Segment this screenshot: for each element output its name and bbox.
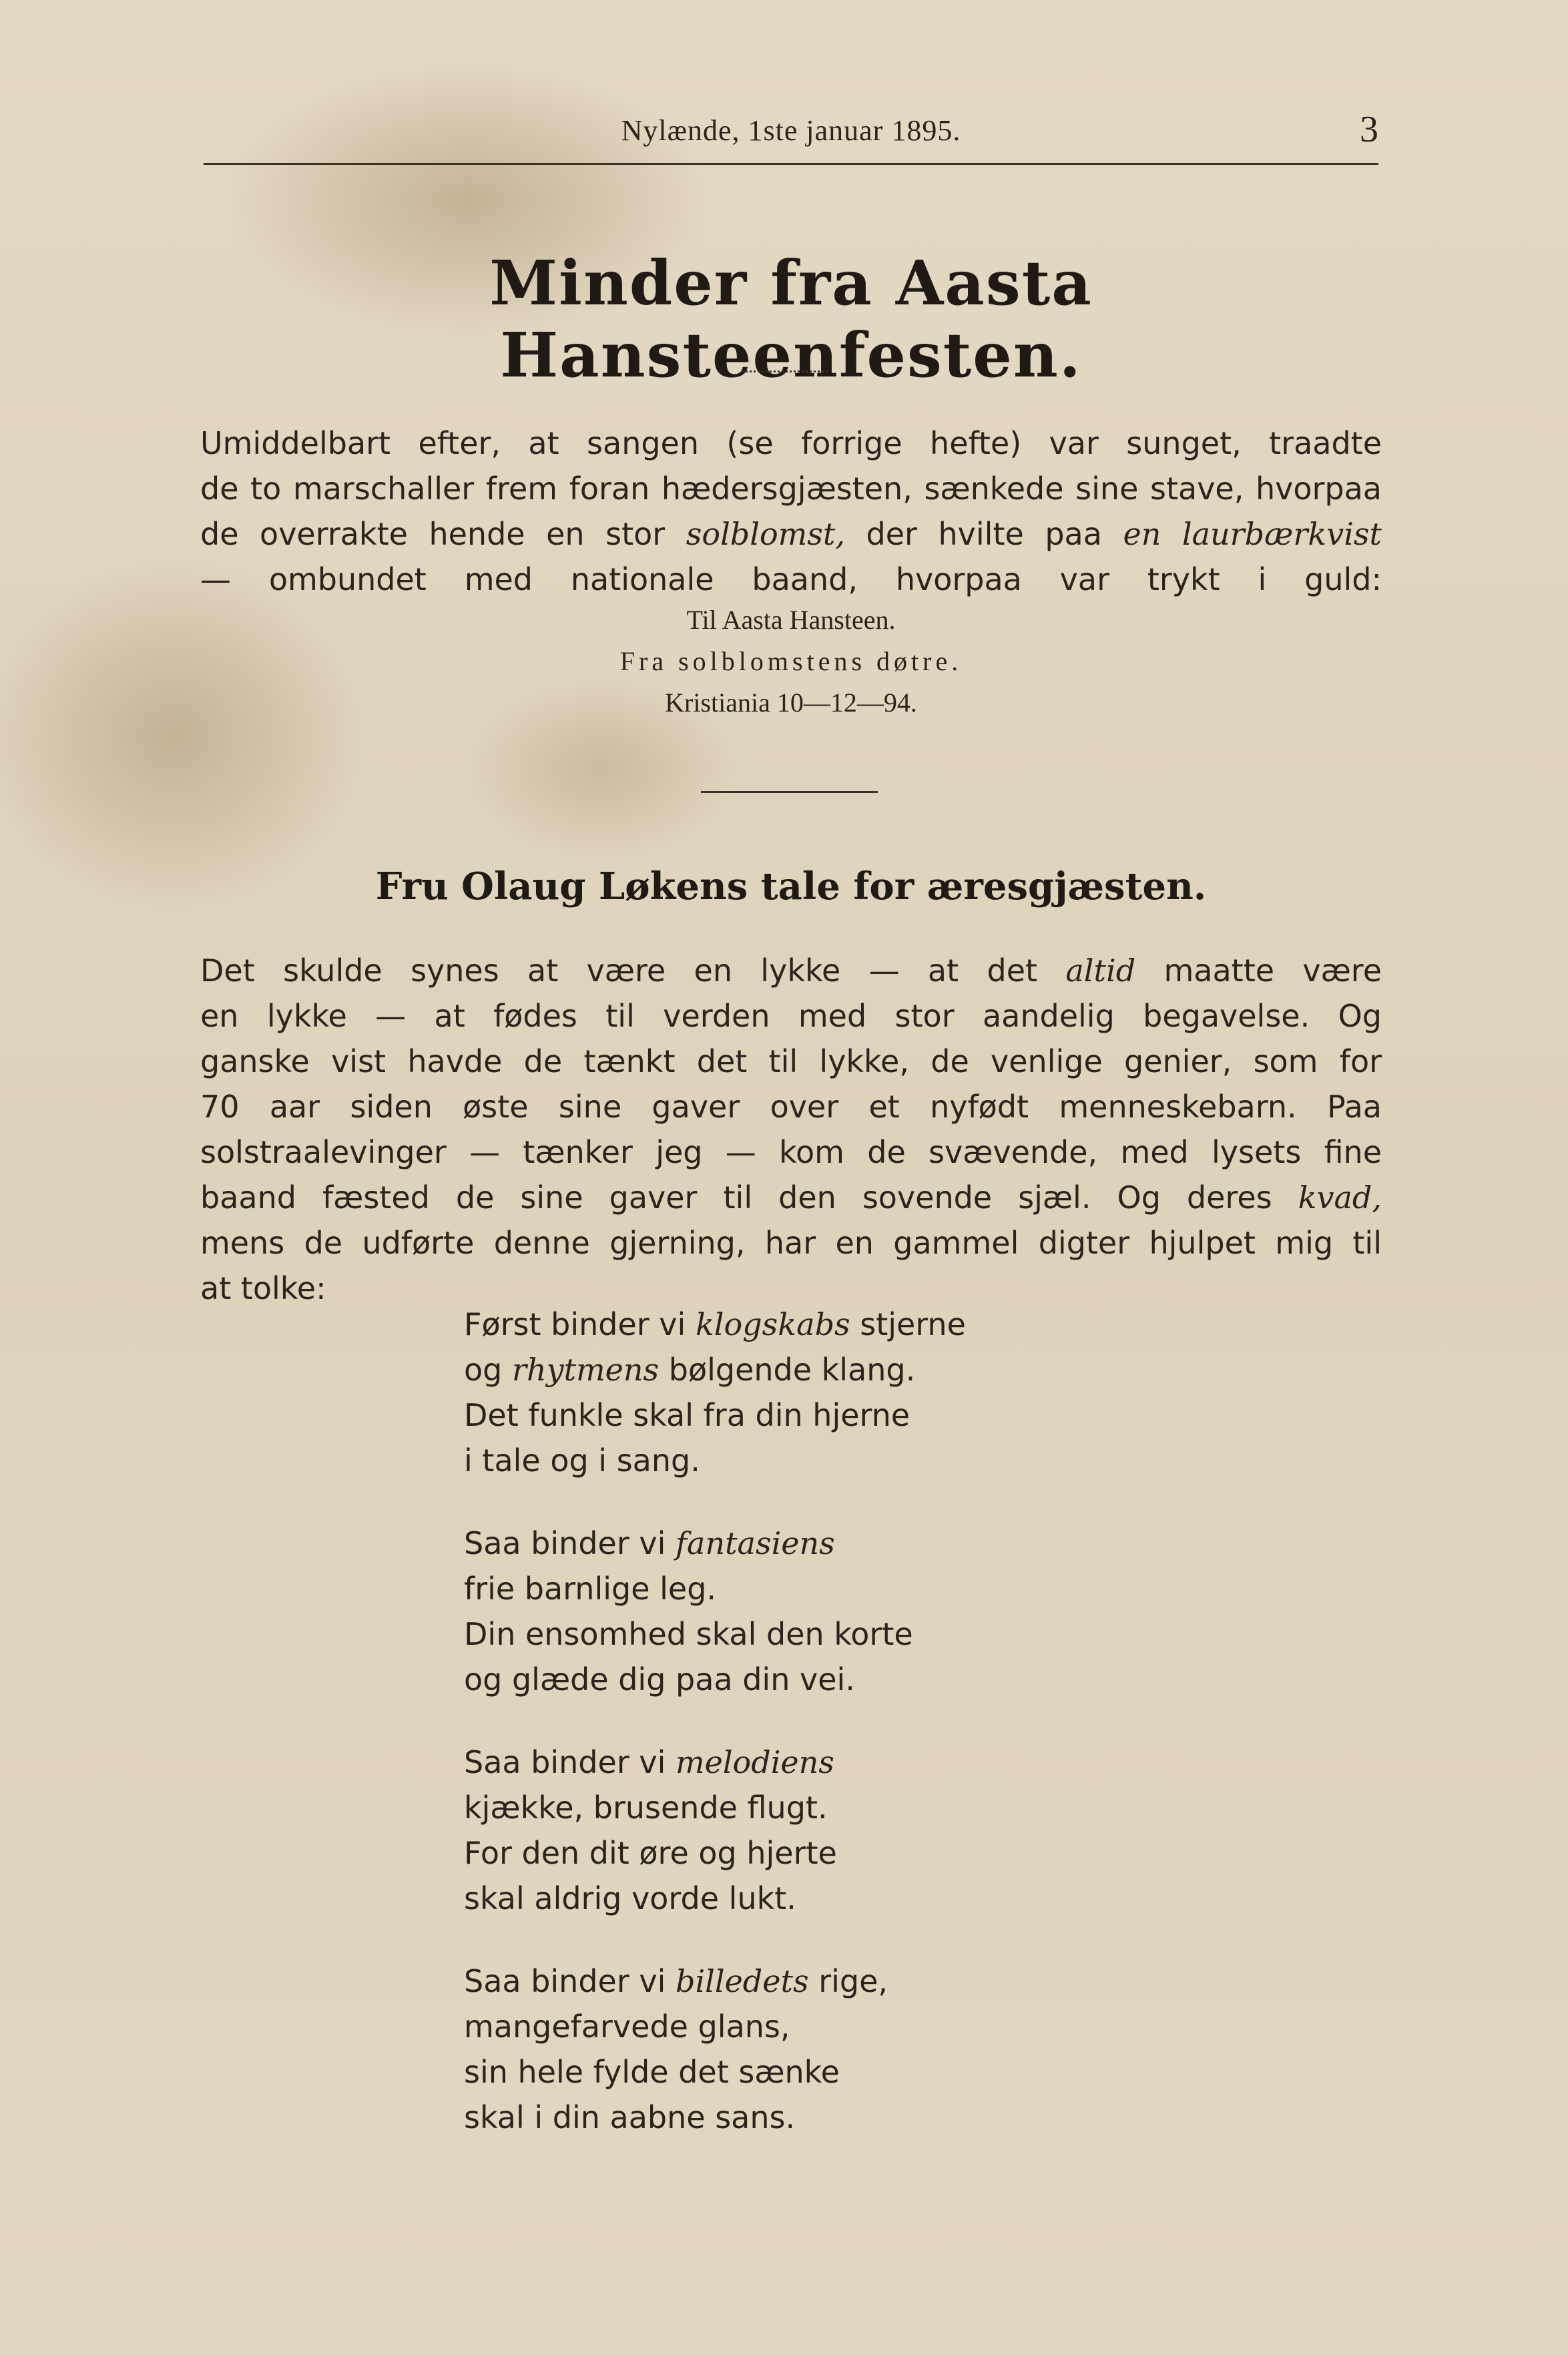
section-divider — [701, 791, 878, 793]
poem-line — [464, 1438, 966, 1483]
page-header — [204, 109, 1378, 160]
text-line — [200, 948, 1382, 993]
italic-text-run: fantasiens — [676, 1525, 835, 1561]
article-title: Minder fra Aasta Hansteenfesten. — [489, 247, 1093, 391]
text-run: frie barnlige leg. — [464, 1571, 717, 1607]
text-line — [200, 511, 1382, 557]
italic-text-run: klogskabs — [695, 1306, 850, 1342]
inscription — [200, 599, 1382, 724]
italic-text-run: en laurbærkvist — [1123, 516, 1382, 552]
poem-line — [464, 1958, 888, 2004]
poem-line — [464, 1521, 913, 1566]
text-run: sin hele fylde det sænke — [464, 2054, 840, 2090]
text-run: og — [464, 1352, 512, 1388]
italic-text-run: rhytmens — [511, 1352, 660, 1388]
text-run: Din ensomhed skal den korte — [464, 1616, 913, 1652]
text-run: Saa binder vi — [464, 1963, 676, 1999]
inscription-line: Fra solblomstens døtre. — [619, 646, 963, 676]
text-run: solstraalevinger — tænker jeg — kom de svævende, med lysets fine — [200, 1134, 1382, 1170]
poem-line — [464, 1876, 837, 1921]
poem-line — [464, 1740, 837, 1785]
poem-line — [464, 1347, 966, 1392]
text-run: Først binder vi — [464, 1306, 696, 1342]
text-run: og glæde dig paa din vei. — [464, 1661, 855, 1697]
header-rule — [204, 163, 1378, 165]
italic-text-run: solblomst, — [686, 516, 845, 552]
text-run: bølgende klang. — [659, 1352, 916, 1388]
text-line — [200, 1220, 1382, 1266]
article-paragraph — [200, 421, 1382, 602]
italic-text-run: altid — [1065, 953, 1136, 989]
poem-line — [464, 2004, 888, 2049]
italic-text-run: melodiens — [676, 1744, 834, 1780]
text-line — [200, 1175, 1382, 1220]
text-run: Det funkle skal fra din hjerne — [464, 1397, 910, 1433]
text-run: Det skulde synes at være en lykke — at det — [200, 953, 1066, 989]
text-line: at tolke: — [200, 1270, 326, 1306]
poem-line — [464, 2095, 888, 2140]
text-run: i tale og i sang. — [464, 1443, 700, 1479]
text-run: ganske vist havde de tænkt det til lykke, de venlige genier, som for — [200, 1043, 1382, 1079]
speech-title: Fru Olaug Løkens tale for æresgjæsten. — [375, 864, 1207, 908]
text-line — [200, 1129, 1382, 1175]
text-line — [200, 421, 1382, 466]
italic-text-run: billedets — [676, 1963, 809, 1999]
text-line — [200, 993, 1382, 1039]
speech-paragraph-last-line — [200, 1266, 467, 1311]
text-run: Umiddelbart efter, at sangen (se forrige hefte) var sunget, traadte — [200, 425, 1382, 461]
text-run: en lykke — at fødes til verden med stor aandelig begavelse. Og — [200, 998, 1382, 1034]
poem-line — [464, 1611, 913, 1657]
poem-line — [464, 1566, 913, 1611]
text-run: mangefarvede glans, — [464, 2009, 790, 2045]
text-run: der hvilte paa — [844, 516, 1123, 552]
text-run: Saa binder vi — [464, 1525, 676, 1561]
running-title: Nylænde, 1ste januar 1895. — [621, 114, 961, 147]
poem-stanza — [464, 1740, 837, 1921]
poem-line — [464, 1392, 966, 1438]
text-line — [200, 557, 1382, 602]
poem-line — [464, 1785, 837, 1830]
poem-line — [464, 2049, 888, 2095]
text-run: 70 aar siden øste sine gaver over et nyfødt menneskebarn. Paa — [200, 1089, 1382, 1125]
poem-line — [464, 1302, 966, 1347]
text-run: de overrakte hende en stor — [200, 516, 686, 552]
text-run: baand fæsted de sine gaver til den sovende sjæl. Og deres — [200, 1180, 1298, 1216]
text-run: — ombundet med nationale baand, hvorpaa var trykt i guld: — [200, 561, 1382, 597]
title-dotted-divider — [741, 370, 828, 372]
text-run: kjække, brusende flugt. — [464, 1790, 828, 1826]
text-run: skal aldrig vorde lukt. — [464, 1880, 796, 1916]
text-run: Saa binder vi — [464, 1744, 676, 1780]
inscription-line: Til Aasta Hansteen. — [686, 605, 896, 635]
poem-stanza — [464, 1521, 913, 1702]
text-run: maatte være — [1135, 953, 1382, 989]
text-run: skal i din aabne sans. — [464, 2099, 796, 2135]
text-line — [200, 466, 1382, 511]
text-run: For den dit øre og hjerte — [464, 1835, 837, 1871]
text-run: stjerne — [850, 1306, 966, 1342]
text-run: de to marschaller frem foran hædersgjæsten, sænkede sine stave, hvorpaa — [200, 471, 1382, 507]
text-line — [200, 1039, 1382, 1084]
text-run: mens de udførte denne gjerning, har en gammel digter hjulpet mig til — [200, 1225, 1382, 1261]
poem-stanza — [464, 1302, 966, 1483]
poem-line — [464, 1657, 913, 1702]
poem-line — [464, 1830, 837, 1876]
page-number: 3 — [1360, 109, 1378, 150]
poem-stanza — [464, 1958, 888, 2140]
text-run: rige, — [808, 1963, 888, 1999]
inscription-line: Kristiania 10—12—94. — [665, 688, 917, 718]
speech-paragraph — [200, 948, 1382, 1266]
text-line — [200, 1084, 1382, 1129]
italic-text-run: kvad, — [1298, 1180, 1382, 1216]
